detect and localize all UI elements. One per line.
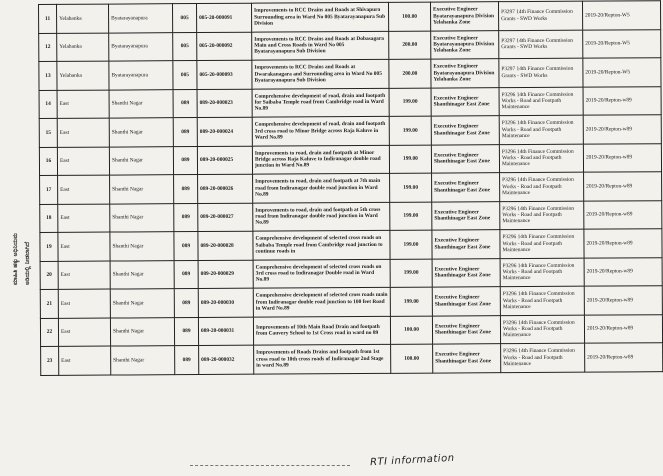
row-work-code: 089-20-000026 [198, 174, 253, 203]
row-budget-year: 2019-20/Repton-w89 [584, 200, 662, 229]
row-ward-name: Shanthi Nagar [110, 260, 174, 289]
table-row [40, 286, 662, 318]
row-work-name: Improvements to road, drain and footpath at 7th main road from Indiranagar double road junction in Ward No.89 [253, 173, 390, 202]
row-ward-number: 089 [175, 346, 199, 375]
row-work-code: 089-20-000032 [199, 345, 254, 374]
row-zone: East [58, 232, 110, 261]
row-work-code: 005-20-000092 [197, 32, 252, 61]
row-budget-year: 2019-20/Repton-W5 [583, 58, 661, 87]
row-ward-number: 089 [174, 317, 198, 346]
row-zone: East [59, 346, 111, 375]
row-ward-name: Shanthi Nagar [110, 289, 174, 318]
row-amount: 100.00 [391, 344, 433, 373]
row-serial: 18 [40, 204, 58, 233]
row-zone: Yelahanka [57, 4, 109, 33]
row-ward-name: Byatarayanapura [109, 32, 173, 61]
row-officer: Executive Engineer Shanthinagar East Zone [431, 144, 499, 173]
row-amount: 100.00 [388, 2, 430, 31]
row-officer: Executive Engineer Shanthinagar East Zone [432, 315, 500, 344]
row-zone: East [58, 204, 110, 233]
table-row [39, 115, 661, 147]
row-work-name: Comprehensive development of road, drain and footpath 3rd cross road to Minor Bridge across Raja Kaluve in Ward No.89 [252, 116, 389, 145]
row-serial: 16 [39, 147, 57, 176]
row-ward-name: Shanthi Nagar [109, 118, 173, 147]
row-amount: 199.00 [389, 145, 431, 174]
row-budget-year: 2019-20/Repton-w89 [584, 172, 662, 201]
rti-side-stamp [2, 125, 36, 290]
row-ward-number: 089 [174, 232, 198, 261]
row-serial: 21 [40, 289, 58, 318]
row-ward-number: 089 [173, 146, 197, 175]
row-grant-head: P3296 14th Finance Commission Works - Road and Footpath Maintenance [500, 172, 584, 201]
row-amount: 200.00 [389, 31, 431, 60]
row-officer: Executive Engineer Shanthinagar East Zone [431, 116, 499, 145]
row-budget-year: 2019-20/Repton-w89 [585, 343, 663, 372]
row-serial: 13 [39, 61, 57, 90]
row-work-code: 089-20-000031 [198, 317, 253, 346]
row-serial: 14 [39, 90, 57, 119]
row-ward-name: Shanthi Nagar [109, 146, 173, 175]
side-stamp-line-2: ಅಡಿಯಲ್ಲಿ ನೀಡಲಾಗಿದೆ [24, 241, 31, 285]
row-ward-name: Shanthi Nagar [110, 232, 174, 261]
row-zone: East [57, 147, 109, 176]
row-work-name: Comprehensive development of selected cross roads on Saibaba Temple road from Cambridge road junction to continue roads in [253, 230, 390, 259]
table-row [40, 314, 662, 346]
row-work-code: 089-20-000030 [198, 288, 253, 317]
row-work-name: Improvements to road, drain and footpath at 5th cross road from Indiranagar double road junction in Ward No.89 [253, 202, 390, 231]
row-ward-name: Shanthi Nagar [111, 346, 175, 375]
row-ward-number: 089 [173, 89, 197, 118]
row-grant-head: P3296 14th Finance Commission Works - Road and Footpath Maintenance [500, 229, 584, 258]
row-work-code: 089-20-000025 [197, 146, 252, 175]
row-serial: 17 [40, 175, 58, 204]
row-grant-head: P3296 14th Finance Commission Works - Road and Footpath Maintenance [500, 201, 584, 230]
row-ward-number: 005 [173, 61, 197, 90]
row-amount: 199.00 [390, 202, 432, 231]
row-work-name: Comprehensive development of selected cross roads main from Indiranagar double road junction to 100 feet Road in Ward No.89 [253, 287, 390, 316]
table-row [39, 143, 661, 175]
row-budget-year: 2019-20/Repton-w89 [583, 143, 661, 172]
row-grant-head: P3297 14th Finance Commission Grants - SWD Works [498, 1, 582, 30]
row-budget-year: 2019-20/Repton-w89 [584, 314, 662, 343]
row-budget-year: 2019-20/Repton-w89 [583, 86, 661, 115]
row-officer: Executive Engineer Shanthinagar East Zone [432, 287, 500, 316]
row-ward-name: Byatarayanapura [109, 61, 173, 90]
row-grant-head: P3296 14th Finance Commission Works - Road and Footpath Maintenance [500, 258, 584, 287]
table-row [39, 58, 661, 90]
table-row [39, 29, 661, 61]
row-amount: 199.00 [390, 230, 432, 259]
row-ward-number: 089 [173, 118, 197, 147]
works-list-sheet [38, 0, 663, 450]
row-officer: Executive Engineer Shanthinagar East Zone [431, 87, 499, 116]
row-work-code: 089-20-000024 [197, 117, 252, 146]
row-budget-year: 2019-20/Repton-W5 [583, 29, 661, 58]
row-grant-head: P3297 14th Finance Commission Grants - SWD Works [499, 58, 583, 87]
row-zone: Yelahanka [57, 61, 109, 90]
row-work-code: 089-20-000027 [198, 203, 253, 232]
row-ward-number: 005 [173, 4, 197, 33]
row-ward-name: Shanthi Nagar [109, 89, 173, 118]
row-serial: 15 [39, 118, 57, 147]
row-ward-name: Byatarayanapura [109, 4, 173, 33]
row-officer: Executive Engineer Byatarayanapura Division Yelahanka Zone [431, 30, 499, 59]
row-zone: East [58, 289, 110, 318]
row-amount: 199.00 [390, 287, 432, 316]
row-budget-year: 2019-20/Repton-w89 [584, 257, 662, 286]
row-officer: Executive Engineer Shanthinagar East Zone [433, 344, 501, 373]
row-officer: Executive Engineer Shanthinagar East Zone [432, 258, 500, 287]
row-work-name: Comprehensive development of road, drain and footpath for Saibaba Temple road from Cambridge road in Ward No.89 [252, 88, 389, 117]
row-officer: Executive Engineer Shanthinagar East Zone [432, 201, 500, 230]
row-work-name: Improvements to RCC Drains and Roads at Shivapura Surrounding area in Ward No 005 Byatarayanapura Sub Division [251, 2, 388, 31]
table-row [40, 257, 662, 289]
row-work-name: Improvements to RCC Drains and Roads at Dwarakanagara and Surrounding area in Ward No 005 Byatarayanapura Sub Division [252, 59, 389, 88]
row-ward-number: 089 [174, 203, 198, 232]
table-row [39, 86, 661, 118]
row-ward-number: 089 [174, 260, 198, 289]
works-table [38, 0, 663, 375]
row-work-code: 089-20-000029 [198, 260, 253, 289]
works-table-body [39, 1, 663, 375]
table-row [41, 343, 663, 375]
row-ward-name: Shanthi Nagar [110, 317, 174, 346]
row-ward-number: 089 [174, 289, 198, 318]
row-amount: 199.00 [390, 173, 432, 202]
row-zone: East [57, 118, 109, 147]
table-row [40, 200, 662, 232]
row-grant-head: P3296 14th Finance Commission Works - Road and Footpath Maintenance [500, 286, 584, 315]
row-work-code: 005-20-000091 [197, 3, 252, 32]
row-grant-head: P3296 14th Finance Commission Works - Road and Footpath Maintenance [499, 144, 583, 173]
rti-footer-note: RTI information [369, 452, 455, 469]
row-grant-head: P3296 14th Finance Commission Works - Road and Footpath Maintenance [499, 87, 583, 116]
row-serial: 19 [40, 232, 58, 261]
row-serial: 11 [39, 4, 57, 33]
footer-divider [190, 465, 350, 466]
row-amount: 199.00 [389, 116, 431, 145]
row-officer: Executive Engineer Shanthinagar East Zone [432, 173, 500, 202]
row-ward-number: 089 [174, 175, 198, 204]
row-budget-year: 2019-20/Repton-W5 [582, 1, 660, 30]
row-amount: 199.00 [389, 88, 431, 117]
row-zone: Yelahanka [57, 33, 109, 62]
row-work-name: Improvements of 10th Main Road Drain and footpath from Cauvery School to 1st Cross road in ward no 89 [253, 316, 390, 345]
table-row [39, 1, 661, 33]
row-work-name: Improvements to RCC Drains and Roads at Dobasagara Main and Cross Roads in Ward No 005 Byatarayanapura Sub Division [252, 31, 389, 60]
row-work-code: 005-20-000093 [197, 60, 252, 89]
row-amount: 199.00 [390, 259, 432, 288]
side-stamp-line-1: ಮಾಹಿತಿ ಹಕ್ಕು ಅಧಿನಿಯಮ [12, 233, 19, 285]
row-grant-head: P3296 14th Finance Commission Works - Road and Footpath Maintenance [501, 343, 585, 372]
row-amount: 100.00 [390, 316, 432, 345]
table-row [40, 172, 662, 204]
row-ward-name: Shanthi Nagar [110, 203, 174, 232]
row-serial: 23 [41, 346, 59, 375]
row-work-name: Improvements of Roads Drains and footpath from 1st cross road to 10th cross roads of Indiranagar 2nd Stage in ward No.89 [254, 344, 391, 373]
row-serial: 22 [40, 318, 58, 347]
row-work-code: 089-20-000028 [198, 231, 253, 260]
row-zone: East [58, 318, 110, 347]
row-officer: Executive Engineer Byatarayanapura Division Yelahanka Zone [430, 2, 498, 31]
row-budget-year: 2019-20/Repton-w89 [584, 286, 662, 315]
row-officer: Executive Engineer Shanthinagar East Zone [432, 230, 500, 259]
row-amount: 200.00 [389, 59, 431, 88]
row-ward-number: 005 [173, 32, 197, 61]
row-ward-name: Shanthi Nagar [110, 175, 174, 204]
row-grant-head: P3296 14th Finance Commission Works - Road and Footpath Maintenance [499, 115, 583, 144]
row-grant-head: P3296 14th Finance Commission Works - Road and Footpath Maintenance [500, 315, 584, 344]
row-zone: East [58, 175, 110, 204]
row-zone: East [58, 261, 110, 290]
row-officer: Executive Engineer Byatarayanapura Division Yelahanka Zone [431, 59, 499, 88]
row-grant-head: P3297 14th Finance Commission Grants - SWD Works [499, 30, 583, 59]
row-budget-year: 2019-20/Repton-w89 [584, 229, 662, 258]
row-work-name: Improvements to road, drain and footpath at Minor Bridge across Raja Kaluve to Indiranagar double road junction in Ward No.89 [252, 145, 389, 174]
table-row [40, 229, 662, 261]
row-budget-year: 2019-20/Repton-w89 [583, 115, 661, 144]
row-zone: East [57, 90, 109, 119]
row-work-name: Comprehensive development of selected cross roads on 3rd cross road to Indiranagar Double road in Ward No.89 [253, 259, 390, 288]
row-serial: 20 [40, 261, 58, 290]
row-serial: 12 [39, 33, 57, 62]
row-work-code: 089-20-000023 [197, 89, 252, 118]
